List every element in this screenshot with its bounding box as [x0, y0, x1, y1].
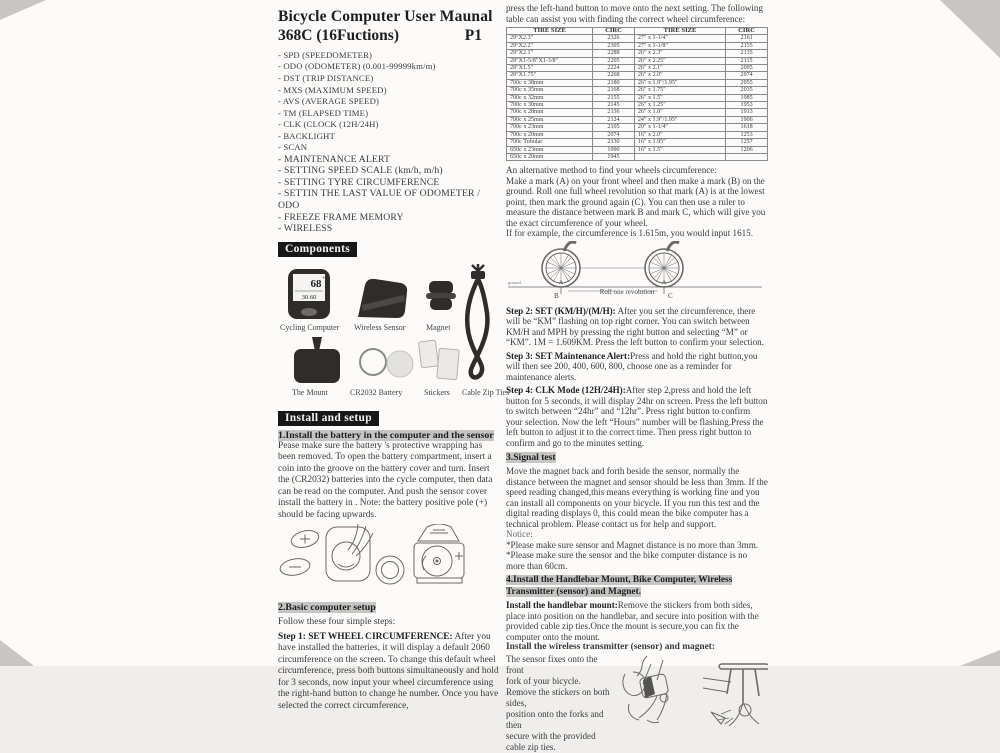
tire-table-cell: 1945 [593, 153, 635, 160]
tire-table-cell: 16" x 2.0" [634, 131, 725, 138]
tire-table-cell: 2035 [726, 87, 768, 94]
model-number: 368C (16Fuctions) [278, 26, 399, 44]
section2-intro: Follow these four simple steps: [278, 617, 396, 628]
tire-table-cell: 24" x 1.9"/1.95" [634, 116, 725, 123]
col-header-tire-size: TIRE SIZE [507, 28, 593, 35]
step1-paragraph [278, 632, 502, 713]
component-label: Wireless Sensor [354, 322, 406, 332]
transmitter-instruction-line: Remove the stickers on both sides, [506, 686, 610, 708]
feature-item: - CLK (CLOCK (12H/24H) [278, 119, 379, 130]
handlebar-mount-paragraph [506, 600, 768, 642]
feature-item: - DST (TRIP DISTANCE) [278, 73, 374, 83]
tire-table-cell: 2168 [593, 87, 635, 94]
tire-table-cell: 26" x 1.25" [634, 102, 725, 109]
magnet-icon [424, 279, 458, 313]
scan-corner-shade [0, 0, 46, 20]
install-setup-header: Install and setup [278, 411, 379, 426]
tire-table-cell: 16" x 1.95" [634, 139, 725, 146]
lcd-speed-value: 68 [310, 277, 322, 290]
tire-table-cell: 1253 [726, 131, 768, 138]
tire-table-cell: 29"X2.3" [507, 35, 593, 42]
tire-table-row [507, 50, 768, 57]
tire-table-cell: 2155 [726, 42, 768, 49]
tire-table-row [507, 79, 768, 86]
wheel-mark-a2: A [661, 278, 667, 286]
battery-icon [358, 345, 414, 381]
transmitter-instruction-line: secure with the provided cable zip ties. [506, 730, 596, 752]
component-label: Magnet [426, 322, 451, 332]
step2-body: After you set the circumference, there will be “KM” flashing on top right corner. You can switch between KM/H and MPH by pressing the right button and selecting “M” or “KM”. 1M = 1.609KM. Press the left button to confirm your selection. [506, 305, 764, 348]
tire-table-cell: 1206 [726, 146, 768, 153]
tire-table-cell: 20" x 1-1/4" [634, 124, 725, 131]
component-label: Cable Zip Ties [462, 387, 510, 397]
tire-table-body [507, 35, 768, 161]
tire-table-cell: 2161 [726, 35, 768, 42]
tire-table-cell: 26" x 1.75" [634, 87, 725, 94]
section1-title: 1.Install the battery in the computer and the sensor [278, 429, 494, 441]
tire-table-cell: 700c Tubular [507, 139, 593, 146]
tire-table-row [507, 146, 768, 153]
tire-table-cell: 28"X1-5/8"X1-3/8" [507, 57, 593, 64]
tire-table-cell: 700c x 25mm [507, 116, 593, 123]
notice-line1: *Please make sure sensor and Magnet distance is no more than 3mm. [506, 539, 759, 550]
page-number: P1 [464, 26, 482, 44]
tire-table-row [507, 42, 768, 49]
stickers-icon [418, 337, 462, 387]
tire-table-cell: 26" x 2.25" [634, 57, 725, 64]
component-label: Stickers [424, 387, 450, 397]
transmitter-instructions [506, 654, 617, 753]
tire-table-cell: 2224 [593, 65, 635, 72]
manual-title-line1: Bicycle Computer User Maunal [278, 8, 493, 25]
tire-table-row [507, 139, 768, 146]
step4-paragraph [506, 385, 768, 448]
ground-mark-c: C [668, 291, 673, 299]
mount-icon [290, 337, 344, 385]
tire-table-cell: 2124 [593, 116, 635, 123]
tire-table-cell: 700c x 30mm [507, 102, 593, 109]
alt-method-line3: If for example, the circumference is 1.615m, you would input 1615. [506, 228, 753, 239]
tire-circumference-table [506, 27, 768, 161]
component-label: Cycling Computer [280, 322, 340, 332]
tire-table-cell: 1990 [593, 146, 635, 153]
alt-method-line1: An alternative method to find your wheels circumference: [506, 165, 717, 176]
tire-table-row [507, 124, 768, 131]
step2-paragraph [506, 306, 768, 348]
components-figure [278, 263, 510, 405]
tire-table-cell: 2074 [726, 72, 768, 79]
fork-sensor-diagram [617, 654, 701, 726]
tire-table-row [507, 35, 768, 42]
tire-table-cell: 2055 [726, 79, 768, 86]
alt-method-body: Make a mark (A) on your front wheel and then make a mark (B) on the ground. Roll one full wheel revolution so that mark (A) is at the lowest point, then mark the ground again (C). You can then use a ruler to measure the distance between mark B and mark C, which will give you the exact circumference of your wheel. [506, 175, 766, 228]
feature-item: - SETTING TYRE CIRCUMFERENCE [278, 176, 440, 188]
tire-table-cell: 700c x 20mm [507, 131, 593, 138]
step1-body: After you have installed the batteries, it will display a default 2060 circumference on the screen. To change this default wheel circumference, press both buttons simultaneously and hold for 3 seconds, now input your wheel circumference using the right-hand button to change he number. Once you have selected the correct circumference, [278, 631, 499, 711]
tire-table-cell: 2305 [593, 42, 635, 49]
transmitter-instruction-line: The sensor fixes onto the front [506, 653, 598, 675]
tire-table-cell: 26" x 2.3" [634, 50, 725, 57]
feature-item: - SETTING SPEED SCALE (km/h, m/h) [278, 165, 443, 177]
tire-table-cell: 28"X1.75" [507, 72, 593, 79]
right-intro: press the left-hand button to move onto the next setting. The following table can assist you with finding the correct wheel circumference: [506, 3, 763, 24]
col-header-circ: CIRC [593, 28, 635, 35]
tire-table-cell: 26" x 1.5" [634, 94, 725, 101]
tire-table-cell: 2288 [593, 50, 635, 57]
section2-title: 2.Basic computer setup [278, 602, 376, 614]
tire-table-row [507, 65, 768, 72]
tire-table-cell: 2180 [593, 79, 635, 86]
tire-table-row [507, 94, 768, 101]
step2-label: Step 2: SET (KM/H)/(M/H): [506, 305, 616, 316]
step3-body: Press and hold the right button,you will then see 200, 400, 600, 800, choose one as a reminder for maintenance alerts. [506, 350, 758, 382]
tire-table-cell: 1913 [726, 109, 768, 116]
tire-table-cell: 27" x 1-1/4" [634, 35, 725, 42]
tire-table-cell: 1618 [726, 124, 768, 131]
component-label: The Mount [292, 387, 328, 397]
tire-table-cell: 650c x 20mm [507, 153, 593, 160]
right-column [506, 3, 768, 753]
tire-table-cell: 2130 [593, 139, 635, 146]
tire-table-row [507, 116, 768, 123]
tire-table-row [507, 72, 768, 79]
tire-table-cell [726, 153, 768, 160]
tire-table-cell: 29"X2.2" [507, 42, 593, 49]
tire-table-cell: 2268 [593, 72, 635, 79]
tire-table-cell: 2155 [593, 94, 635, 101]
tire-table-cell: 1985 [726, 94, 768, 101]
tire-table-cell: 700c x 28mm [507, 109, 593, 116]
roll-caption: Roll one revolution [599, 287, 655, 296]
tire-table-cell: 28"X1.5" [507, 65, 593, 72]
feature-list [278, 50, 502, 235]
feature-item: - MAINTENANCE ALERT [278, 153, 391, 165]
tire-table-cell: 1257 [726, 139, 768, 146]
tire-table-cell: 26" x 1.9"/1.95" [634, 79, 725, 86]
tire-table-cell: 2095 [726, 65, 768, 72]
step3-paragraph [506, 351, 768, 383]
transmitter-instruction-line: fork of your bicycle. [506, 675, 581, 686]
cable-zip-ties-icon [458, 263, 498, 383]
handlebar-mount-body: Remove the stickers from both sides, place into position on the handlebar, and secure into position with the provided cable zip ties.Once the mount is secure,you can fix the computer onto the mount. [506, 600, 759, 642]
tire-table-cell: 700c x 32mm [507, 94, 593, 101]
tire-table-cell: 26" x 2.1" [634, 65, 725, 72]
feature-item: - ODO (ODOMETER) (0.001-99999km/m) [278, 61, 436, 72]
feature-item: - AVS (AVERAGE SPEED) [278, 96, 380, 107]
step4-body: After step 2,press and hold the left button for 5 seconds, it will display 24hr on screen. Press the left button to switch between “24hr” and “12hr”. Press right button to confirm your selection. Now the left “Hours” number will be flashing.Press the left button to adjust it to the correct time. Then press right button to confirm and go to the minutes setting. [506, 385, 768, 448]
tire-table-cell: 2105 [593, 124, 635, 131]
wireless-sensor-icon [352, 275, 412, 321]
components-header: Components [278, 242, 357, 257]
tire-table-row [507, 102, 768, 109]
tire-table-cell: 700c x 38mm [507, 79, 593, 86]
tire-table-row [507, 153, 768, 160]
step1-label: Step 1: SET WHEEL CIRCUMFERENCE: [278, 631, 453, 642]
section1-body: Pease make sure the battery 's protective wrapping has been removed. To open the battery compartment, insert a coin into the groove on the battery cover and turn. Insert the (CR2032) batteries into the cycle computer, then data can be read on the computer. And push the sensor cover install the battery in . Note: the battery positive pole (+) should be facing upwards. [278, 440, 493, 520]
component-label: CR2032 Battery [350, 387, 403, 397]
lcd-odo-value: 30.60 [301, 293, 317, 301]
transmitter-label: Install the wireless transmitter (sensor) and magnet: [506, 642, 716, 653]
tire-table-cell [634, 153, 725, 160]
battery-install-diagram [278, 524, 502, 594]
svg-text:+: + [322, 275, 326, 282]
tire-table-cell: 29"X2.1" [507, 50, 593, 57]
tire-table-cell: 26" x 2.0" [634, 72, 725, 79]
ground-mark-b: B [554, 291, 559, 299]
feature-item: - BACKLIGHT [278, 130, 335, 141]
cycling-computer-icon [286, 267, 332, 323]
section3-title: 3.Signal test [506, 452, 556, 464]
tire-table-cell: 2326 [593, 35, 635, 42]
tire-table-cell: 1953 [726, 102, 768, 109]
tire-table-cell: 2074 [593, 131, 635, 138]
transmitter-section [506, 654, 768, 753]
wheel-mark-a1: A [558, 278, 564, 286]
step3-label: Step 3: SET Maintenance Alert: [506, 350, 631, 361]
left-column [278, 8, 510, 712]
feature-item: - WIRELESS [278, 223, 333, 235]
tire-table-cell: 2135 [726, 50, 768, 57]
tire-table-row [507, 57, 768, 64]
notice-label: Notice: [506, 529, 533, 540]
feature-item: - SPD (SPEEDOMETER) [278, 49, 373, 60]
tire-table-row [507, 87, 768, 94]
transmitter-instruction-line: position onto the forks and then [506, 708, 604, 730]
tire-table-cell: 650c x 23mm [507, 146, 593, 153]
step4-label: Step 4: CLK Mode (12H/24H): [506, 385, 626, 396]
tire-table-cell: 2136 [593, 109, 635, 116]
handlebar-mount-label: Install the handlebar mount: [506, 600, 618, 611]
feature-item: - SETTIN THE LAST VALUE OF ODOMETER / ODO [278, 188, 481, 212]
scan-corner-shade [0, 640, 34, 666]
tire-table-row [507, 131, 768, 138]
wheel-roll-diagram [506, 241, 768, 299]
tire-table-cell: 1906 [726, 116, 768, 123]
tire-table-header-row [507, 28, 768, 35]
scan-corner-shade [960, 650, 1000, 666]
feature-item: - SCAN [278, 142, 308, 153]
tire-table-cell: 700c x 23mm [507, 124, 593, 131]
notice-line2: *Please make sure the sensor and the bike computer distance is no more than 60cm. [506, 550, 748, 571]
tire-table-cell: 2145 [593, 102, 635, 109]
scan-corner-shade [940, 0, 1000, 58]
tire-table-cell: 27" x 1-1/8" [634, 42, 725, 49]
col-header-tire-size: TIRE SIZE [634, 28, 725, 35]
feature-item: - TM (ELAPSED TIME) [278, 107, 369, 118]
tire-table-cell: 26" x 1.0" [634, 109, 725, 116]
tire-table-cell: 2115 [726, 57, 768, 64]
col-header-circ: CIRC [726, 28, 768, 35]
feature-item: - MXS (MAXIMUM SPEED) [278, 84, 387, 95]
signal-test-body: Move the magnet back and forth beside the sensor, normally the distance between the magnet and sensor should be less than 3mm. If the speed reading changed,this means everything is working fine and you can install all components on your bicycle. If you run this test and the digital reading displays 0, this could mean the bike computer has a technical problem. Please contact us for help and support. [506, 466, 768, 529]
tire-table-cell: 2205 [593, 57, 635, 64]
section4-title: 4.Install the Handlebar Mount, Bike Computer, Wireless Transmitter (sensor) and Magnet. [506, 575, 733, 597]
tire-table-cell: 700c x 35mm [507, 87, 593, 94]
feature-item: - FREEZE FRAME MEMORY [278, 211, 404, 223]
ground-label: ground [508, 279, 521, 285]
tire-table-cell: 16" x 1.5" [634, 146, 725, 153]
manual-title-line2 [278, 27, 502, 45]
tire-table-row [507, 109, 768, 116]
